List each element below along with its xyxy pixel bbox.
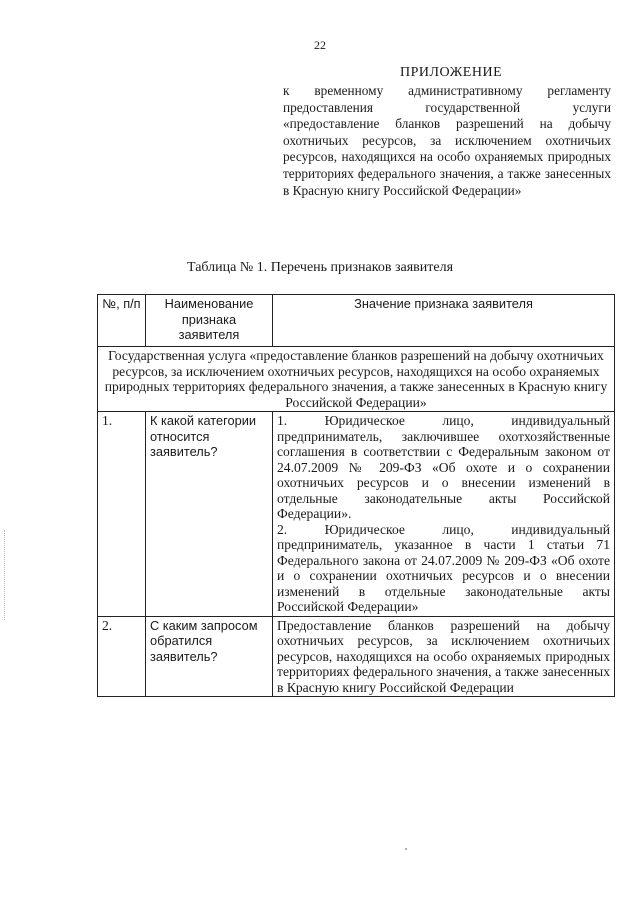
service-row	[98, 347, 615, 412]
attribute-value-item: Предоставление бланков разрешений на добычу охотничьих ресурсов, за исключением охотничьих ресурсов, находящихся на особо охраняемых природных территориях федерального значения, а также занесенных в Красную книгу Российской Федерации	[277, 617, 610, 695]
attribute-value-item: 1. Юридическое лицо, индивидуальный предприниматель, заключившее охотхозяйственные соглашения в соответствии с Федеральным законом от 24.07.2009 № 209-ФЗ «Об охоте и о сохранении охотничьих ресурсов и о внесении изменений в отдельные законодательные акты Российской Федерации».	[277, 413, 610, 521]
table-row	[98, 616, 615, 697]
page-number: 22	[314, 38, 326, 52]
applicant-attributes-table	[97, 294, 615, 697]
row-number: 2.	[98, 616, 146, 697]
scan-speck	[405, 848, 407, 850]
table-row	[98, 412, 615, 617]
row-number: 1.	[98, 412, 146, 617]
table-header-row	[98, 295, 615, 347]
attribute-value-item: 2. Юридическое лицо, индивидуальный предприниматель, указанное в части 1 статьи 71 Федерального закона от 24.07.2009 № 209-ФЗ «Об охоте и о сохранении охотничьих ресурсов и о внесении изменений в отдельные законодательные акты Российской Федерации»	[277, 521, 610, 614]
header-number: №, п/п	[98, 295, 146, 347]
attribute-value	[273, 616, 615, 697]
scan-edge-marks	[4, 530, 9, 620]
header-attribute-value: Значение признака заявителя	[273, 295, 615, 347]
service-description-cell: Государственная услуга «предоставление бланков разрешений на добычу охотничьих ресурсов, за исключением охотничьих ресурсов, находящихся на особо охраняемых природных территориях федерального значения, а также занесенных в Красную книгу Российской Федерации»	[98, 347, 615, 412]
attribute-name: К какой категории относится заявитель?	[146, 412, 273, 617]
header-attribute-name: Наименование признака заявителя	[146, 295, 273, 347]
attribute-value	[273, 412, 615, 617]
appendix-title: ПРИЛОЖЕНИЕ	[400, 65, 503, 80]
table-caption: Таблица № 1. Перечень признаков заявителя	[186, 260, 454, 275]
appendix-description: к временному административному регламенту предоставления государственной услуги «предоставление бланков разрешений на добычу охотничьих ресурсов, за исключением охотничьих ресурсов, находящихся на особо охраняемых природных территориях федерального значения, а также занесенных в Красную книгу Российской Федерации»	[283, 83, 611, 198]
attribute-name: С каким запросом обратился заявитель?	[146, 616, 273, 697]
